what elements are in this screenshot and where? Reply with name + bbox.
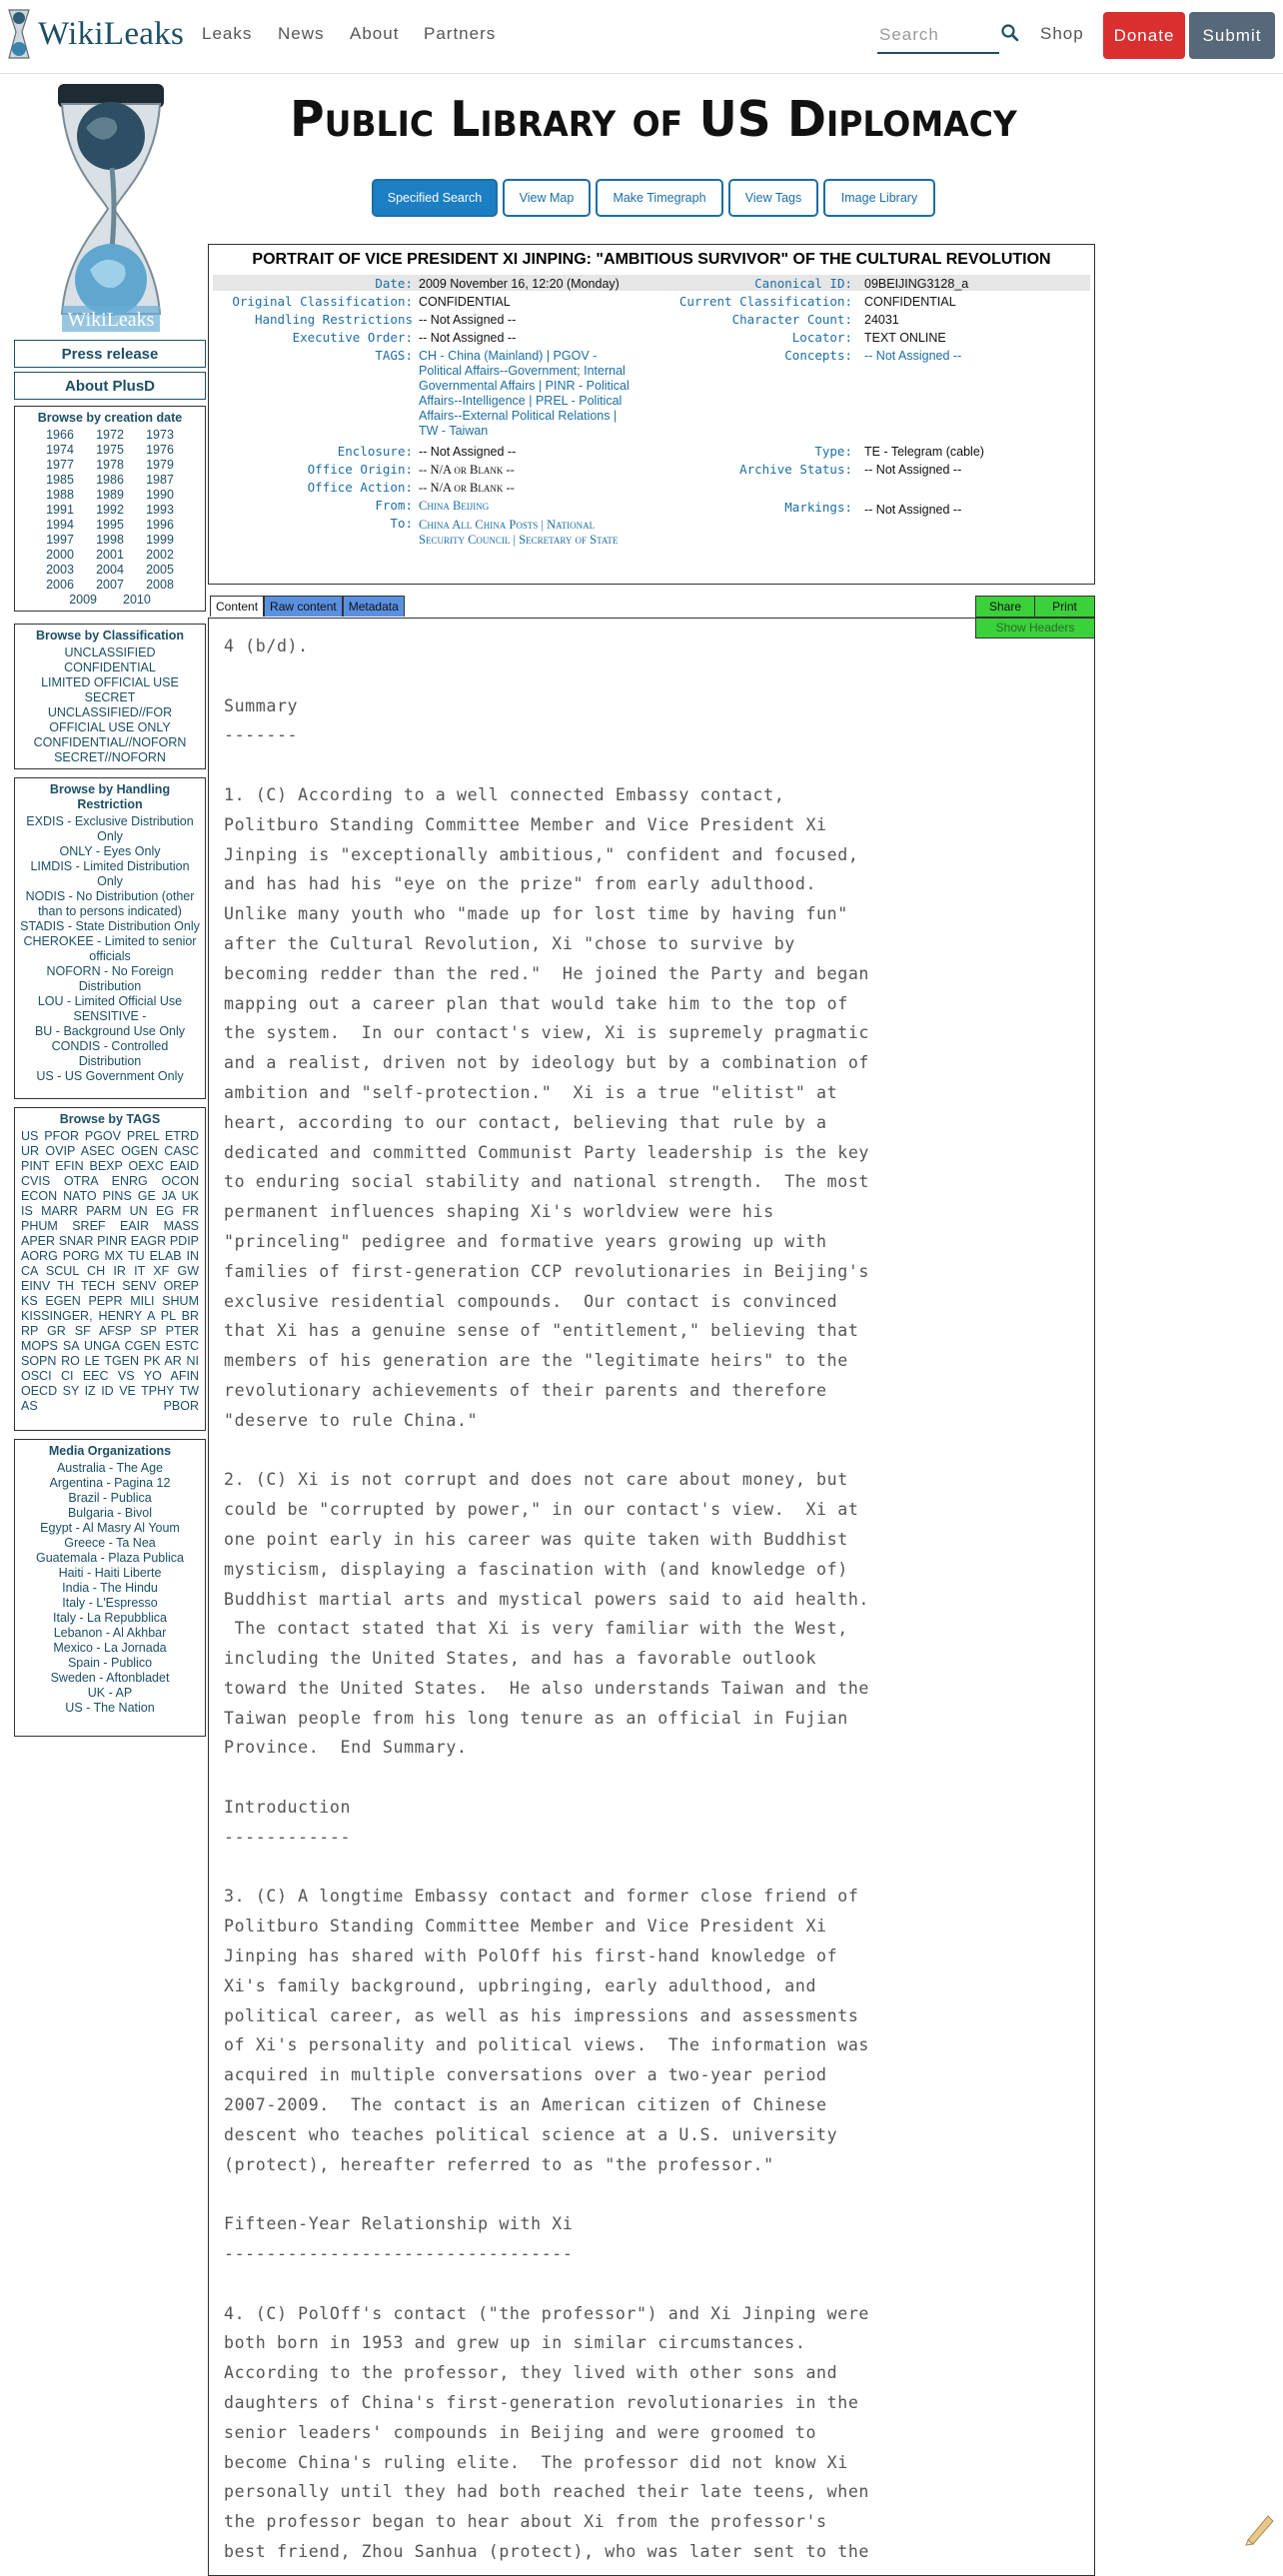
cable-line: --------------------------------- [224, 2244, 574, 2264]
year-link[interactable]: 1975 [96, 443, 124, 457]
cable-line [224, 661, 983, 691]
year-link[interactable]: 2005 [146, 563, 174, 577]
press-release-button[interactable]: Press release [14, 340, 206, 368]
concepts-label: Concepts: [784, 348, 852, 363]
cable-line: Politburo Standing Committee Member and Vice President Xi [224, 1917, 827, 1936]
cable-line: According to the professor, they lived with other sons and [224, 2363, 838, 2383]
handling-link[interactable]: STADIS - State Distribution Only [20, 919, 200, 933]
handling-link[interactable]: US - US Government Only [36, 1069, 184, 1083]
classification-link[interactable]: UNCLASSIFIED [64, 645, 156, 659]
locator-value: TEXT ONLINE [864, 331, 946, 345]
submit-button[interactable]: Submit [1189, 12, 1275, 59]
tab-metadata[interactable]: Metadata [343, 596, 405, 617]
cable-line: revolutionary achievements of their parents and therefore [224, 1380, 827, 1400]
cable-line: The contact stated that Xi is very familiar with the West, [224, 1619, 848, 1639]
date-value: 2009 November 16, 12:20 (Monday) [419, 277, 620, 291]
search-input[interactable] [877, 20, 987, 50]
cable-line [224, 1853, 983, 1883]
cable-line: senior leaders' compounds in Beijing and were groomed to [224, 2422, 817, 2442]
cable-line: that Xi has a genuine sense of "entitlement," believing that [224, 1321, 859, 1341]
about-plusd-button[interactable]: About PlusD [14, 372, 206, 400]
markings-value: -- Not Assigned -- [864, 503, 962, 517]
cable-line: heart, according to our contact, believing that rule by a [224, 1112, 827, 1132]
media-link[interactable]: Italy - L'Espresso [62, 1596, 158, 1610]
year-link[interactable]: 2008 [146, 578, 174, 592]
cable-metadata-box [208, 244, 1095, 585]
handling-link[interactable]: LIMDIS - Limited Distribution Only [30, 859, 190, 888]
office-origin-label: Office Origin: [307, 462, 413, 477]
year-link[interactable]: 1999 [146, 533, 174, 547]
cable-line: Fifteen-Year Relationship with Xi [224, 2214, 574, 2234]
media-list [19, 1461, 201, 1716]
cable-line: one point early in his career was quite taken with Buddhist [224, 1529, 848, 1549]
cable-line: Jinping is "exceptionally ambitious," confident and focused, [224, 844, 859, 864]
cable-line: exclusive residential compounds. Our contact is convinced [224, 1291, 838, 1311]
year-last-row [35, 593, 185, 608]
media-link[interactable]: Argentina - Pagina 12 [49, 1476, 171, 1490]
media-link[interactable]: Haiti - Haiti Liberte [58, 1566, 162, 1580]
year-link[interactable]: 2001 [96, 548, 124, 562]
media-link[interactable]: Spain - Publico [67, 1656, 153, 1670]
tab-content[interactable]: Content [210, 596, 264, 617]
year-list [19, 428, 201, 608]
year-link[interactable]: 1974 [46, 443, 74, 457]
cable-line: to enduring social stability and national strength. The most [224, 1172, 870, 1192]
cable-line: toward the United States. He also understands Taiwan and the [224, 1678, 870, 1698]
cable-line: dedicated and committed Communist Party leadership is the key [224, 1142, 870, 1162]
enclosure-value: -- Not Assigned -- [419, 445, 517, 459]
tag-line[interactable]: Governmental Affairs | PINR - Political [419, 379, 630, 393]
cable-line: best friend, Zhou Sanhua (protect), who was later sent to the [224, 2542, 870, 2561]
view-tags-button[interactable]: View Tags [728, 179, 818, 217]
cable-line: and has had his "eye on the prize" from early adulthood. [224, 874, 817, 894]
brand-name: WikiLeaks [38, 15, 185, 52]
media-link[interactable]: Australia - The Age [56, 1461, 164, 1475]
markings-label: Markings: [784, 500, 852, 515]
year-link[interactable]: 1998 [96, 533, 124, 547]
print-button[interactable]: Print [1034, 596, 1095, 618]
year-link[interactable]: 1986 [96, 473, 124, 487]
media-link[interactable]: UK - AP [87, 1686, 133, 1700]
classification-link[interactable]: LIMITED OFFICIAL USE [41, 675, 179, 689]
cable-line: Buddhist martial arts and mystical powers said to aid health. [224, 1589, 870, 1609]
year-link[interactable]: 1991 [46, 503, 74, 517]
type-label: Type: [814, 444, 852, 459]
cable-line: acquired in multiple conversations over a two-year period [224, 2065, 827, 2085]
year-link[interactable]: 1979 [146, 458, 174, 472]
browse-by-date-heading: Browse by creation date [37, 411, 183, 425]
cable-line: ambition and "self-protection." Xi is a true "elitist" at [224, 1082, 838, 1102]
tag-list[interactable]: US PFOR PGOV PREL ETRD UR OVIP ASEC OGEN CASC PINT EFIN BEXP OEXC EAID CVIS OTRA ENRG OCON ECON NATO PINS GE JA UK IS MARR PARM UN EG FR PHUM SREF EAIR MASS APER SNAR PINR EAGR PDIP AORG PORG MX TU ELAB IN CA SCUL CH IR IT XF GW EINV TH TECH SENV OREP KS EGEN PEPR MILI SHUM KISSINGER, HENRY A PL BR RP GR SF AFSP SP PTER MOPS SA UNGA CGEN ESTC SOPN RO LE TGEN PK AR NI OSCI CI EEC VS YO AFIN OECD SY IZ ID VE TPHY TW AS PBOR [21, 1129, 199, 1413]
cable-line: 4 (b/d). [224, 637, 309, 655]
nav-shop[interactable]: Shop [1040, 24, 1084, 43]
year-link[interactable]: 1966 [46, 428, 74, 442]
nav-news[interactable]: News [278, 24, 325, 43]
cable-line: "deserve to rule China." [224, 1410, 479, 1430]
cable-line: of Xi's personality and political views. The information was [224, 2035, 870, 2055]
page-title: Public Library of US Diplomacy [290, 90, 1017, 149]
cable-line: Summary [224, 695, 299, 715]
classification-link[interactable]: CONFIDENTIAL//NOFORN [33, 735, 187, 749]
original-classification-value: CONFIDENTIAL [419, 295, 511, 309]
year-link[interactable]: 2009 [69, 593, 97, 607]
year-link[interactable]: 2010 [123, 593, 151, 607]
original-classification-label: Original Classification: [232, 294, 413, 309]
cable-line: political career, as well as his impressions and assessments [224, 2005, 859, 2025]
from-value[interactable]: China Beijing [419, 499, 490, 513]
browse-by-tags-panel [14, 1107, 206, 1431]
handling-link[interactable]: BU - Background Use Only [34, 1024, 186, 1038]
year-link[interactable]: 1973 [146, 428, 174, 442]
cable-line: 1. (C) According to a well connected Embassy contact, [224, 784, 785, 804]
handling-link[interactable]: LOU - Limited Official Use [37, 994, 183, 1008]
classification-link[interactable]: SECRET [84, 690, 136, 704]
hourglass-logo-text: WikiLeaks [67, 309, 155, 331]
handling-link[interactable]: SENSITIVE - [73, 1009, 147, 1023]
wikileaks-hourglass-logo[interactable] [56, 84, 166, 332]
browse-by-handling-panel [14, 777, 206, 1099]
cable-line: permanent influences shaping Xi's worldview were his [224, 1202, 774, 1222]
year-link[interactable]: 2007 [96, 578, 124, 592]
cable-line: 2007-2009. The contact is an American citizen of Chinese [224, 2095, 827, 2115]
tags-value[interactable] [419, 349, 654, 439]
year-link[interactable]: 1990 [146, 488, 174, 502]
year-link[interactable]: 1994 [46, 518, 74, 532]
media-organizations-heading: Media Organizations [48, 1444, 172, 1458]
date-label: Date: [375, 276, 413, 291]
image-library-button[interactable]: Image Library [823, 179, 935, 217]
cable-line: descent who teaches political science at a U.S. university [224, 2124, 838, 2144]
cable-line: including the United States, and has a favorable outlook [224, 1649, 817, 1669]
classification-list [19, 645, 201, 765]
year-link[interactable]: 1972 [96, 428, 124, 442]
handling-list [19, 814, 201, 1084]
year-link[interactable]: 2006 [46, 578, 74, 592]
locator-label: Locator: [791, 330, 852, 345]
recipient-line[interactable]: China All China Posts | National [419, 518, 596, 532]
cable-line: mysticism, displaying a fascination with (and knowledge of) [224, 1559, 848, 1579]
year-link[interactable]: 2004 [96, 563, 124, 577]
cable-line: families of first-generation CCP revolutionaries in Beijing's [224, 1261, 870, 1281]
year-link[interactable]: 2003 [46, 563, 74, 577]
year-link[interactable]: 1996 [146, 518, 174, 532]
media-link[interactable]: Brazil - Publica [68, 1491, 152, 1505]
office-origin-value: -- N/A or Blank -- [419, 463, 515, 477]
executive-order-label: Executive Order: [292, 330, 413, 345]
cable-line: 3. (C) A longtime Embassy contact and former close friend of [224, 1887, 859, 1907]
archive-status-label: Archive Status: [739, 462, 852, 477]
nav-leaks[interactable]: Leaks [202, 24, 253, 43]
classification-link[interactable]: SECRET//NOFORN [54, 750, 166, 764]
cable-line: 2. (C) Xi is not corrupt and does not care about money, but [224, 1470, 848, 1490]
office-action-value: -- N/A or Blank -- [419, 481, 515, 495]
year-link[interactable]: 1987 [146, 473, 174, 487]
make-timegraph-button[interactable]: Make Timegraph [596, 179, 723, 217]
recipient-line[interactable]: Security Council | Secretary of State [419, 533, 619, 547]
cable-line [224, 1436, 983, 1466]
cable-line: both born in 1953 and grew up in similar circumstances. [224, 2333, 806, 2353]
show-headers-button[interactable]: Show Headers [975, 617, 1095, 639]
cable-line: (protect), hereafter referred to as "the professor." [224, 2154, 774, 2174]
canonical-id-label: Canonical ID: [754, 276, 852, 291]
executive-order-value: -- Not Assigned -- [419, 331, 517, 345]
to-value[interactable] [419, 518, 618, 548]
cable-line: and a realist, driven not by ideology but by a combination of [224, 1053, 870, 1073]
media-link[interactable]: Bulgaria - Bivol [67, 1506, 153, 1520]
cable-line: the professor began to hear about Xi from the professor's [224, 2512, 827, 2532]
nav-about[interactable]: About [350, 24, 400, 43]
nav-partners[interactable]: Partners [424, 24, 497, 43]
from-label: From: [375, 498, 413, 513]
year-link[interactable]: 1976 [146, 443, 174, 457]
cable-line: Jinping has shared with PolOff his first-hand knowledge of [224, 1946, 838, 1966]
cable-line: 4. (C) PolOff's contact ("the professor") and Xi Jinping were [224, 2303, 870, 2323]
type-value: TE - Telegram (cable) [864, 445, 984, 459]
search-field [877, 20, 999, 54]
cable-body-text [224, 632, 983, 2567]
browse-by-date-panel [14, 406, 206, 612]
cable-line [224, 2179, 983, 2209]
current-classification-value: CONFIDENTIAL [864, 295, 956, 309]
pencil-icon[interactable] [1242, 2510, 1278, 2546]
cable-line: members of his generation are the "legitimate heirs" to the [224, 1351, 848, 1371]
cable-line: "princeling" pedigree and formative years growing up with [224, 1231, 827, 1251]
media-link[interactable]: Mexico - La Jornada [53, 1641, 167, 1655]
cable-line: ------- [224, 725, 299, 745]
handling-restrictions-label: Handling Restrictions [254, 312, 413, 327]
cable-line [224, 1763, 983, 1793]
browse-by-tags-heading: Browse by TAGS [59, 1112, 161, 1126]
cable-line: Province. End Summary. [224, 1738, 468, 1758]
cable-line: ------------ [224, 1827, 352, 1847]
cable-line: could be "corrupted by power," in our contact's view. Xi at [224, 1500, 859, 1520]
character-count-value: 24031 [864, 313, 899, 327]
handling-link[interactable]: CHEROKEE - Limited to senior officials [23, 934, 197, 963]
hourglass-logo-icon [6, 8, 32, 60]
view-map-button[interactable]: View Map [503, 179, 591, 217]
cable-line: Unlike many youth who "made up for lost time by having fun" [224, 904, 848, 924]
cable-line: mapping out a career plan that would take him to the top of [224, 993, 848, 1013]
browse-by-handling-heading: Browse by Handling Restriction [49, 782, 171, 811]
archive-status-value: -- Not Assigned -- [864, 463, 962, 477]
handling-link[interactable]: NOFORN - No Foreign Distribution [46, 964, 174, 993]
handling-restrictions-value: -- Not Assigned -- [419, 313, 517, 327]
cable-line: Politburo Standing Committee Member and Vice President Xi [224, 814, 827, 834]
cable-line [224, 750, 983, 780]
year-link[interactable]: 1993 [146, 503, 174, 517]
classification-link[interactable]: CONFIDENTIAL [64, 660, 156, 674]
media-link[interactable]: US - The Nation [65, 1701, 155, 1715]
cable-line [224, 2269, 983, 2299]
cable-line: daughters of China's first-generation revolutionaries in the [224, 2393, 859, 2413]
cable-line: Introduction [224, 1798, 352, 1818]
media-link[interactable]: Italy - La Repubblica [53, 1611, 167, 1625]
year-link[interactable]: 2000 [46, 548, 74, 562]
media-link[interactable]: Lebanon - Al Akhbar [53, 1626, 167, 1640]
media-link[interactable]: India - The Hindu [62, 1581, 158, 1595]
tab-raw-content[interactable]: Raw content [264, 596, 343, 617]
cable-line: personally until they had both reached their late teens, when [224, 2482, 870, 2502]
year-link[interactable]: 1995 [96, 518, 124, 532]
character-count-label: Character Count: [731, 312, 852, 327]
year-link[interactable]: 1989 [96, 488, 124, 502]
browse-by-classification-heading: Browse by Classification [36, 629, 184, 643]
tag-line[interactable]: TW - Taiwan [419, 424, 489, 438]
wikileaks-logo[interactable] [6, 8, 184, 60]
to-label: To: [390, 516, 413, 531]
concepts-value[interactable]: -- Not Assigned -- [864, 349, 962, 363]
cable-line: the system. In our contact's view, Xi is supremely pragmatic [224, 1023, 870, 1043]
handling-link[interactable]: CONDIS - Controlled Distribution [51, 1039, 169, 1068]
year-link[interactable]: 1988 [46, 488, 74, 502]
handling-link[interactable]: ONLY - Eyes Only [59, 844, 161, 858]
enclosure-label: Enclosure: [337, 444, 413, 459]
canonical-id-value: 09BEIJING3128_a [864, 277, 969, 291]
current-classification-label: Current Classification: [678, 294, 852, 309]
media-link[interactable]: Greece - Ta Nea [64, 1536, 156, 1550]
cable-line: Xi's family background, upbringing, early adulthood, and [224, 1975, 817, 1995]
year-link[interactable]: 1992 [96, 503, 124, 517]
specified-search-button[interactable]: Specified Search [372, 179, 498, 217]
donate-button[interactable]: Donate [1103, 12, 1185, 59]
tag-line[interactable]: Political Affairs--Government; Internal [419, 364, 626, 378]
year-link[interactable]: 2002 [146, 548, 174, 562]
cable-line: becoming redder than the red." He joined the Party and began [224, 963, 870, 983]
media-organizations-panel [14, 1439, 206, 1737]
tag-line[interactable]: Affairs--Intelligence | PREL - Political [419, 394, 623, 408]
year-link[interactable]: 1977 [46, 458, 74, 472]
cable-title: PORTRAIT OF VICE PRESIDENT XI JINPING: "AMBITIOUS SURVIVOR" OF THE CULTURAL REVOLUTION [252, 251, 1051, 268]
tag-line[interactable]: Affairs--External Political Relations | [419, 409, 618, 423]
tag-line[interactable]: CH - China (Mainland) | PGOV - [419, 349, 598, 363]
handling-link[interactable]: EXDIS - Exclusive Distribution Only [26, 814, 194, 843]
cable-line: become China's ruling elite. The professor did not know Xi [224, 2452, 848, 2472]
handling-link[interactable]: NODIS - No Distribution (other than to persons indicated) [25, 889, 195, 918]
tags-label: TAGS: [375, 348, 413, 363]
year-link[interactable]: 1978 [96, 458, 124, 472]
year-link[interactable]: 1985 [46, 473, 74, 487]
media-link[interactable]: Sweden - Aftonbladet [50, 1671, 170, 1685]
share-button[interactable]: Share [975, 596, 1035, 618]
browse-by-classification-panel [14, 624, 206, 769]
cable-line: after the Cultural Revolution, Xi "chose to survive by [224, 933, 795, 953]
top-navbar [0, 0, 1283, 74]
action-buttons [208, 179, 1099, 217]
classification-link[interactable]: UNCLASSIFIED//FOR OFFICIAL USE ONLY [47, 705, 173, 734]
search-icon[interactable] [999, 22, 1021, 44]
content-tabs [210, 596, 405, 617]
media-link[interactable]: Guatemala - Plaza Publica [36, 1551, 184, 1565]
office-action-label: Office Action: [307, 480, 413, 495]
media-link[interactable]: Egypt - Al Masry Al Youm [40, 1521, 180, 1535]
cable-line: Taiwan people from his long tenure as an official in Fujian [224, 1708, 848, 1728]
year-link[interactable]: 1997 [46, 533, 74, 547]
